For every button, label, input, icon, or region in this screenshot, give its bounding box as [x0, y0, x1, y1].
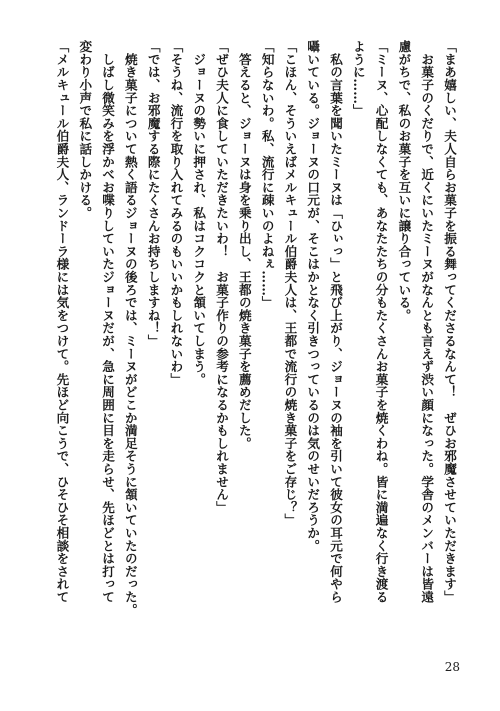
text-line-5: ように……」 [350, 40, 366, 117]
text-line-3: 慮がちで、私のお菓子を互いに譲り合っている。 [396, 40, 412, 322]
page-number: 28 [444, 660, 460, 674]
text-line-15: 焼き菓子について熱く語るジョーヌの後ろでは、ミーヌがどこか満足そうに頷いていたのだった。 [122, 40, 138, 616]
text-line-4: 「ミーヌ、心配しなくても、あなたたちの分もたくさんお菓子を焼くわね。皆に満遍なく行き渡る [373, 40, 389, 604]
text-line-11: 「ぜひ夫人に食していただきたいわ！ お菓子作りの参考になるかもしれません」 [214, 40, 230, 514]
text-line-10: 答えると、ジョーヌは身を乗り出し、王都の焼き菓子を薦めだした。 [236, 40, 252, 450]
text-line-14: 「では、お邪魔する際にたくさんお持ちしますね！」 [145, 40, 161, 348]
text-line-8: 「こほん、そういえばメルキュール伯爵夫人は、王都で流行の焼き菓子をご存じ？」 [282, 40, 298, 527]
text-line-2: お菓子のくだりで、近くにいたミーヌがなんとも言えず渋い顔になった。学舎のメンバーは皆遠 [419, 40, 435, 604]
text-line-12: ジョーヌの勢いに押され、私はコクコクと頷いてしまう。 [191, 40, 207, 386]
body-text [30, 40, 460, 640]
text-line-6: 私の言葉を聞いたミーヌは「ひぃっ」と飛び上がり、ジョーヌの袖を引いて彼女の耳元で何やら [328, 40, 344, 604]
text-line-9: 「知らないわ。私、流行に疎いのよねぇ……」 [259, 40, 275, 309]
text-line-7: 囁いている。ジョーヌの口元が、そこはかとなく引きつっているのは気のせいだろうか。 [305, 40, 321, 552]
text-line-1: 「まあ嬉しい、夫人自らお菓子を振る舞ってくださるなんて！ ぜひお邪魔させていただきます」 [442, 40, 457, 604]
text-line-18: 「メルキュール伯爵夫人、ランドーラ様には気をつけて。先ほど向こうで、ひそひそ相談をされて [54, 40, 70, 604]
text-line-16: しばし微笑みを浮かべお喋りしていたジョーヌだが、急に周囲に目を走らせ、先ほどとは打って [100, 40, 116, 604]
text-line-17: 変わり小声で私に話しかける。 [77, 40, 93, 220]
text-line-13: 「そうね、流行を取り入れてみるのもいいかもしれないわ」 [168, 40, 184, 386]
